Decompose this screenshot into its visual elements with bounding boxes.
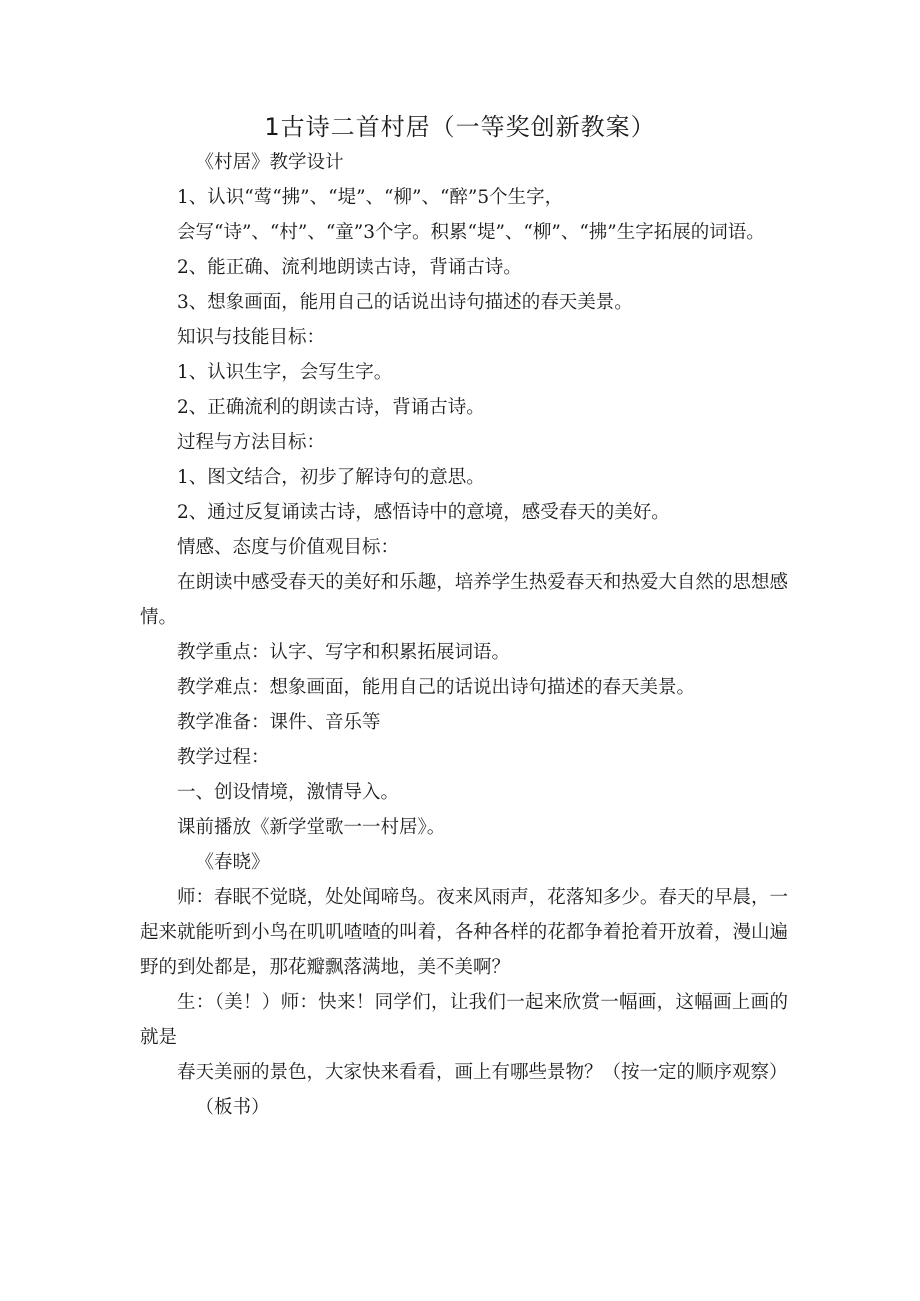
document-title: 1古诗二首村居（一等奖创新教案）: [264, 113, 656, 141]
paragraph: 2、能正确、流利地朗读古诗，背诵古诗。: [177, 257, 522, 278]
paragraph: 3、想象画面，能用自己的话说出诗句描述的春天美景。: [177, 292, 633, 313]
paragraph: 1、认识生字，会写生字。: [177, 362, 393, 383]
poem-title: 《春晓》: [195, 852, 270, 873]
paragraph-teacher: 师：春眠不觉晓，处处闻啼鸟。夜来风雨声，花落知多少。春天的早晨，一起来就能听到小鸟在叽叽喳喳的叫着，各种各样的花都争着抢着开放着，漫山遍野的到处都是，那花瓣飘落满地，美不美啊？: [140, 887, 788, 978]
paragraph: 课前播放《新学堂歌一一村居》。: [177, 817, 446, 838]
paragraph: 一、创设情境，激情导入。: [177, 782, 400, 803]
paragraph-student: 生：（美！）师：快来！同学们，让我们一起来欣赏一幅画，这幅画上画的就是: [140, 992, 788, 1048]
paragraph: 2、正确流利的朗读古诗，背诵古诗。: [177, 397, 485, 418]
document-body: [140, 145, 788, 1125]
paragraph: 1、图文结合，初步了解诗句的意思。: [177, 467, 485, 488]
section-heading-emotion-goals: 情感、态度与价值观目标：: [177, 537, 400, 558]
paragraph-preparation: 教学准备：课件、音乐等: [177, 712, 381, 733]
paragraph-key-points: 教学重点：认字、写字和积累拓展词语。: [177, 642, 511, 663]
section-heading-knowledge-goals: 知识与技能目标：: [177, 327, 326, 348]
paragraph: 会写“诗”、“村”、“童”3个字。积累“堤”、“柳”、“拂”生字拓展的词语。: [177, 222, 765, 243]
section-heading-process: 教学过程：: [177, 747, 270, 768]
paragraph-difficulties: 教学难点：想象画面，能用自己的话说出诗句描述的春天美景。: [177, 677, 696, 698]
paragraph: 春天美丽的景色，大家快来看看，画上有哪些景物？（按一定的顺序观察）: [177, 1062, 788, 1083]
section-heading-process-goals: 过程与方法目标：: [177, 432, 326, 453]
paragraph-board-note: （板书）: [195, 1097, 270, 1118]
paragraph: 在朗读中感受春天的美好和乐趣，培养学生热爱春天和热爱大自然的思想感情。: [140, 572, 788, 628]
section-heading-design: 《村居》教学设计: [195, 152, 344, 173]
paragraph: 2、通过反复诵读古诗，感悟诗中的意境，感受春天的美好。: [177, 502, 670, 523]
paragraph: 1、认识“莺“拂”、“堤”、“柳”、“醉”5个生字，: [177, 187, 564, 208]
